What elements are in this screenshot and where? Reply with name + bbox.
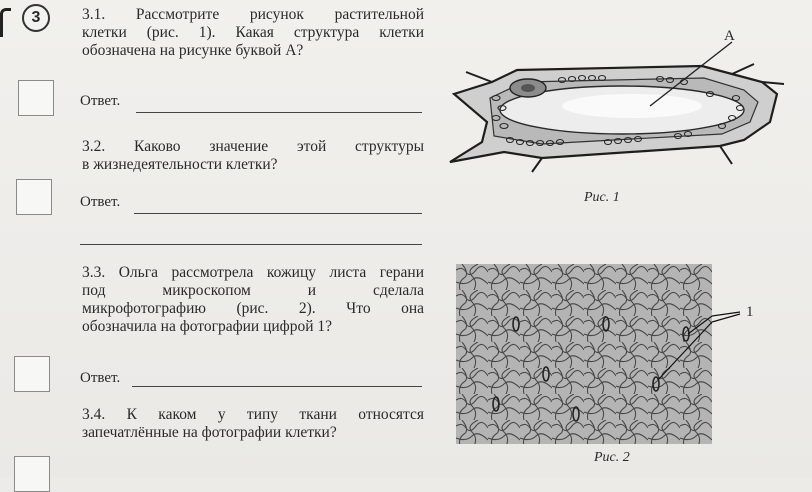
q33-line2: под микроскопом и сделала [82, 282, 424, 299]
answer-line-3-2b[interactable] [80, 244, 422, 245]
answer-label-3-2: Ответ. [80, 194, 121, 210]
figure-2-caption: Рис. 2 [594, 450, 630, 465]
figure-2-pointer-lines [708, 308, 744, 328]
answer-line-3-3[interactable] [132, 386, 422, 387]
answer-label-3-3: Ответ. [80, 370, 121, 386]
plant-cell-figure [432, 22, 802, 192]
q31-line1: 3.1. Рассмотрите рисунок растительной [82, 6, 424, 23]
q31-line3: обозначена на рисунке буквой А? [82, 42, 304, 59]
answer-box-3-4[interactable] [14, 456, 50, 492]
answer-box-3-1[interactable] [18, 80, 54, 116]
q32-line1: 3.2. Каково значение этой структуры [82, 138, 424, 155]
question-3-1 [82, 6, 424, 60]
question-3-3 [82, 264, 424, 336]
q33-line1: 3.3. Ольга рассмотрела кожицу листа герани [82, 264, 424, 281]
answer-line-3-2a[interactable] [134, 213, 422, 214]
q33-line4: обозначила на фотографии цифрой 1? [82, 318, 333, 335]
leaf-epidermis-micrograph [456, 264, 712, 444]
figure-1-caption: Рис. 1 [584, 190, 620, 205]
answer-label-3-1: Ответ. [80, 93, 121, 109]
q34-line1: 3.4. К каком у типу ткани относятся [82, 406, 424, 423]
answer-line-3-1[interactable] [136, 112, 422, 113]
q33-line3: микрофотографию (рис. 2). Что она [82, 300, 424, 317]
answer-box-3-2[interactable] [16, 179, 52, 215]
q31-line2: клетки (рис. 1). Какая структура клетки [82, 24, 424, 41]
figure-1-label-a: А [724, 28, 735, 44]
question-3-4 [82, 406, 424, 442]
figure-2-label-1: 1 [746, 304, 754, 320]
task-number-badge: 3 [22, 4, 50, 32]
answer-box-3-3[interactable] [14, 356, 50, 392]
q32-line2: в жизнедеятельности клетки? [82, 156, 278, 173]
question-3-2 [82, 138, 424, 174]
page-edge-mark [0, 8, 11, 37]
q34-line2: запечатлённые на фотографии клетки? [82, 424, 337, 441]
